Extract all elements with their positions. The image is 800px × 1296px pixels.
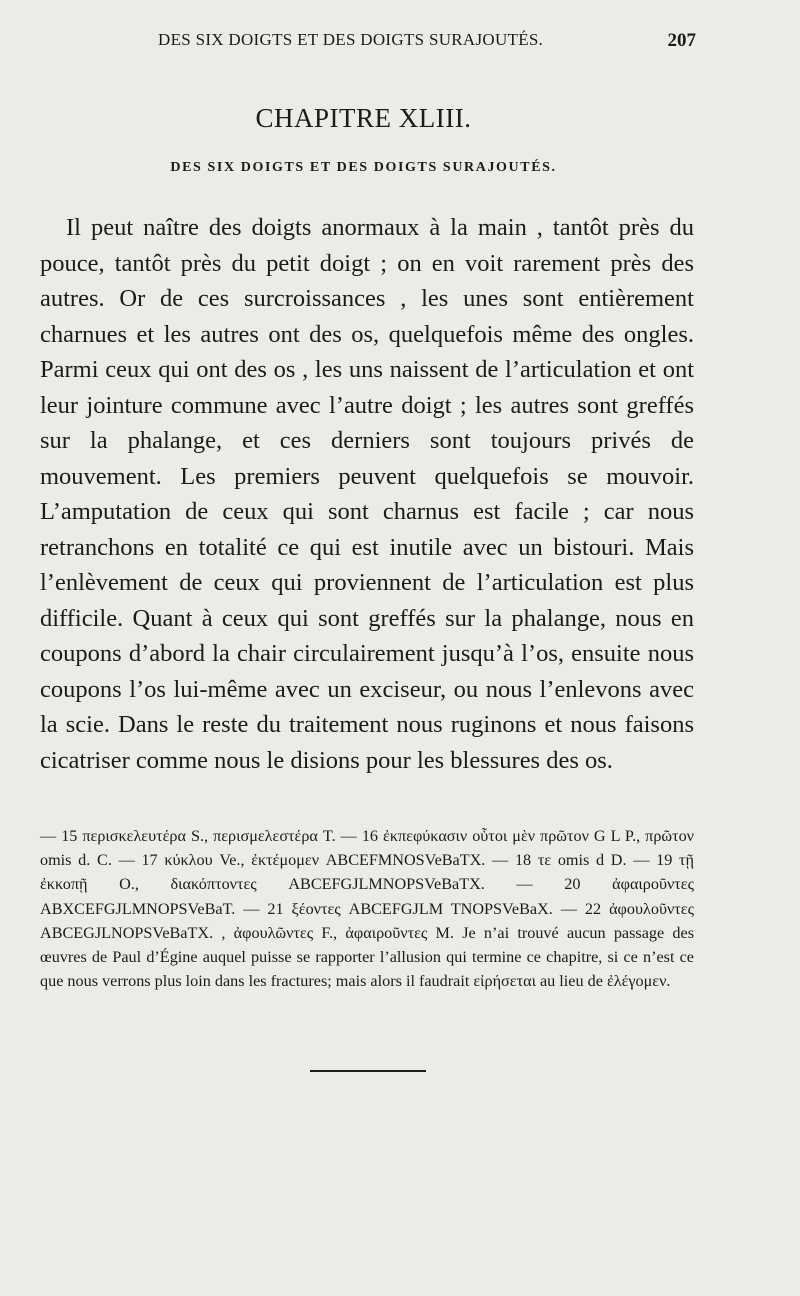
separator-rule [310,1070,426,1072]
running-header: DES SIX DOIGTS ET DES DOIGTS SURAJOUTÉS. [158,30,544,49]
body-paragraph-text: Il peut naître des doigts anormaux à la main , tantôt près du pouce, tantôt près du petit doigt ; on en voit rarement près des autres. Or de ces surcroissances , les unes sont entièrement charnues et les autres ont des os, quelquefois même des ongles. Parmi ceux qui ont des os , les uns naissent de l’articulation et ont leur jointure commune avec l’autre doigt ; les autres sont greffés sur la phalange, et ces derniers sont toujours privés de mouvement. Les premiers peuvent quelquefois se mouvoir. L’amputation de ceux qui sont charnus est facile ; car nous retranchons en totalité ce qui est inutile avec un bistouri. Mais l’enlèvement de ceux qui proviennent de l’articulation est plus difficile. Quant à ceux qui sont greffés sur la phalange, nous en coupons d’abord la chair circulairement jusqu’à l’os, ensuite nous coupons l’os lui-même avec un exciseur, ou nous l’enlevons avec la scie. Dans le reste du traitement nous ruginons et nous faisons cicatriser comme nous le disions pour les blessures des os. [40,214,694,774]
chapter-subtitle: DES SIX DOIGTS ET DES DOIGTS SURAJOUTÉS. [170,160,557,175]
chapter-title: CHAPITRE XLIII. [255,103,472,133]
page-number: 207 [667,30,696,51]
footnotes: — 15 περισκελευτέρα S., περισμελεστέρα T. — 16 ἐκπεφύκασιν οὗτοι μὲν πρῶτον G L P., πρῶτον omis d. C. — 17 κύκλου Ve., ἐκτέμομεν ABCEFMNOSVeBaTX. — 18 τε omis d D. — 19 τῇ ἐκκοπῇ O., διακόπτοντες ABCEFGJLMNOPSVeBaTX. — 20 ἀφαιροῦντες ABXCEFGJLMNOPSVeBaT. — 21 ξέοντες ABCEFGJLM TNOPSVeBaX. — 22 ἀφουλοῦντες ABCEGJLNOPSVeBaTX. , ἀφουλῶντες F., ἀφαιροῦντες M. Je n’ai trouvé aucun passage des œuvres de Paul d’Égine auquel puisse se rapporter l’allusion qui termine ce chapitre, si ce n’est ce que nous verrons plus loin dans les fractures; mais alors il faudrait εἰρήσεται au lieu de ἐλέγομεν. [40,827,694,991]
body-paragraph [40,210,694,778]
